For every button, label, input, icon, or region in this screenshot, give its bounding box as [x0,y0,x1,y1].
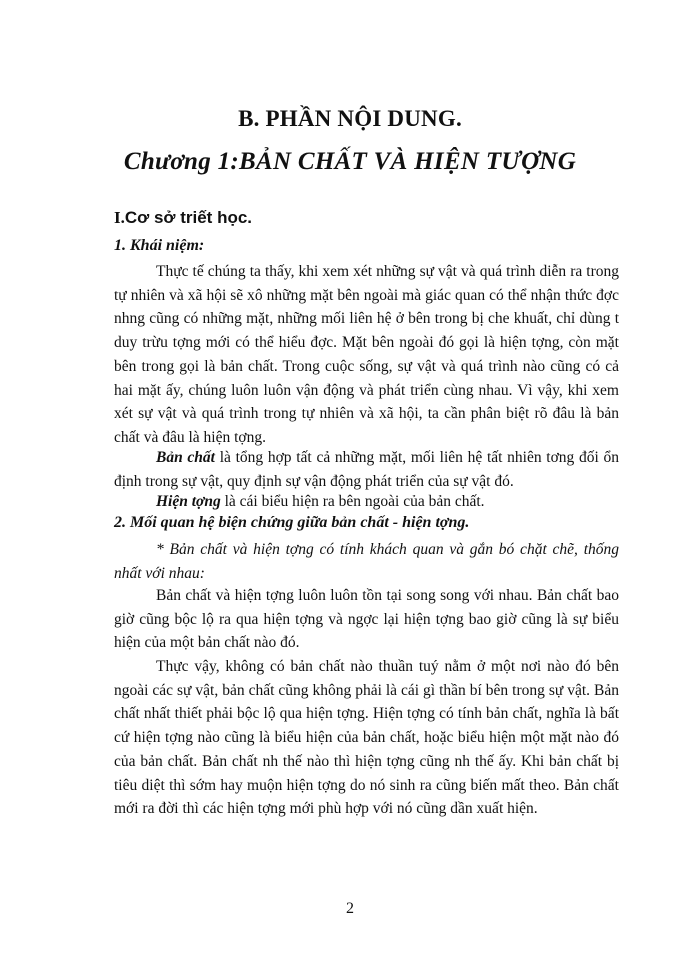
section-title: Cơ sở triết học. [124,208,253,227]
subsection-1-title: 1. Khái niệm: [114,237,205,254]
paragraph-essence-definition [114,446,619,493]
chapter-title: Chương 1:BẢN CHẤT VÀ HIỆN TƯỢNG [123,148,577,175]
paragraph-phenomenon-definition [114,490,619,514]
term-essence: Bản chất [156,449,215,466]
page-number: 2 [346,900,354,917]
bullet-statement: * Bản chất và hiện tợng có tính khách quan và gắn bó chặt chẽ, thống nhất với nhau: [114,541,619,582]
paragraph-coexistence: Bản chất và hiện tợng luôn luôn tồn tại song song với nhau. Bản chất bao giờ cũng bộc lộ ra qua hiện tợng và ngợc lại hiện tợng bao giờ cũng là sự biểu hiện của một bản chất nào đó. [114,587,619,652]
term-phenomenon: Hiện tợng [156,493,221,510]
section-heading [114,208,252,228]
paragraph-reality: Thực vậy, không có bản chất nào thuần tuý nằm ở một nơi nào đó bên ngoài các sự vật, bản chất cũng không phải là cái gì thần bí bên trong sự vật. Bản chất nhất thiết phải bộc lộ qua hiện tợng. Hiện tợng có tính bản chất, nghĩa là bất cứ hiện tợng nào cũng là biểu hiện của bản chất, hoặc biểu hiện một mặt nào đó của bản chất. Bản chất nh thế nào thì hiện tợng cũng nh thế ấy. Khi bản chất bị tiêu diệt thì sớm hay muộn hiện tợng do nó sinh ra cũng biến mất theo. Bản chất mới ra đời thì các hiện tợng mới phù hợp với nó cũng dần xuất hiện. [114,658,619,818]
part-title: B. PHẦN NỘI DUNG. [238,106,462,131]
phenomenon-definition-text: là cái biểu hiện ra bên ngoài của bản chất. [220,493,485,510]
subsection-2-title: 2. Mối quan hệ biện chứng giữa bản chất - hiện tợng. [114,514,470,531]
section-number: I. [114,208,125,227]
essence-definition-text: là tổng hợp tất cả những mặt, mối liên hệ tất nhiên tơng đối ổn định trong sự vật, quy định sự vận động phát triển của sự vật đó. [114,449,620,490]
paragraph-concept: Thực tế chúng ta thấy, khi xem xét những sự vật và quá trình diễn ra trong tự nhiên và xã hội sẽ xô những mặt bên ngoài mà giác quan có thể nhận thức đợc nhng cũng có những mặt, những mối liên hệ ở bên trong bị che khuất, chỉ dùng t duy trừu tợng mới có thể hiểu đợc. Mặt bên ngoài đó gọi là hiện tợng, còn mặt bên trong gọi là bản chất. Trong cuộc sống, sự vật và quá trình nào cũng có cả hai mặt ấy, chúng luôn luôn vận động và phát triển cùng nhau. Vì vậy, khi xem xét sự vật và quá trình trong tự nhiên và xã hội, ta cần phân biệt rõ đâu là bản chất và đâu là hiện tợng. [114,263,619,446]
